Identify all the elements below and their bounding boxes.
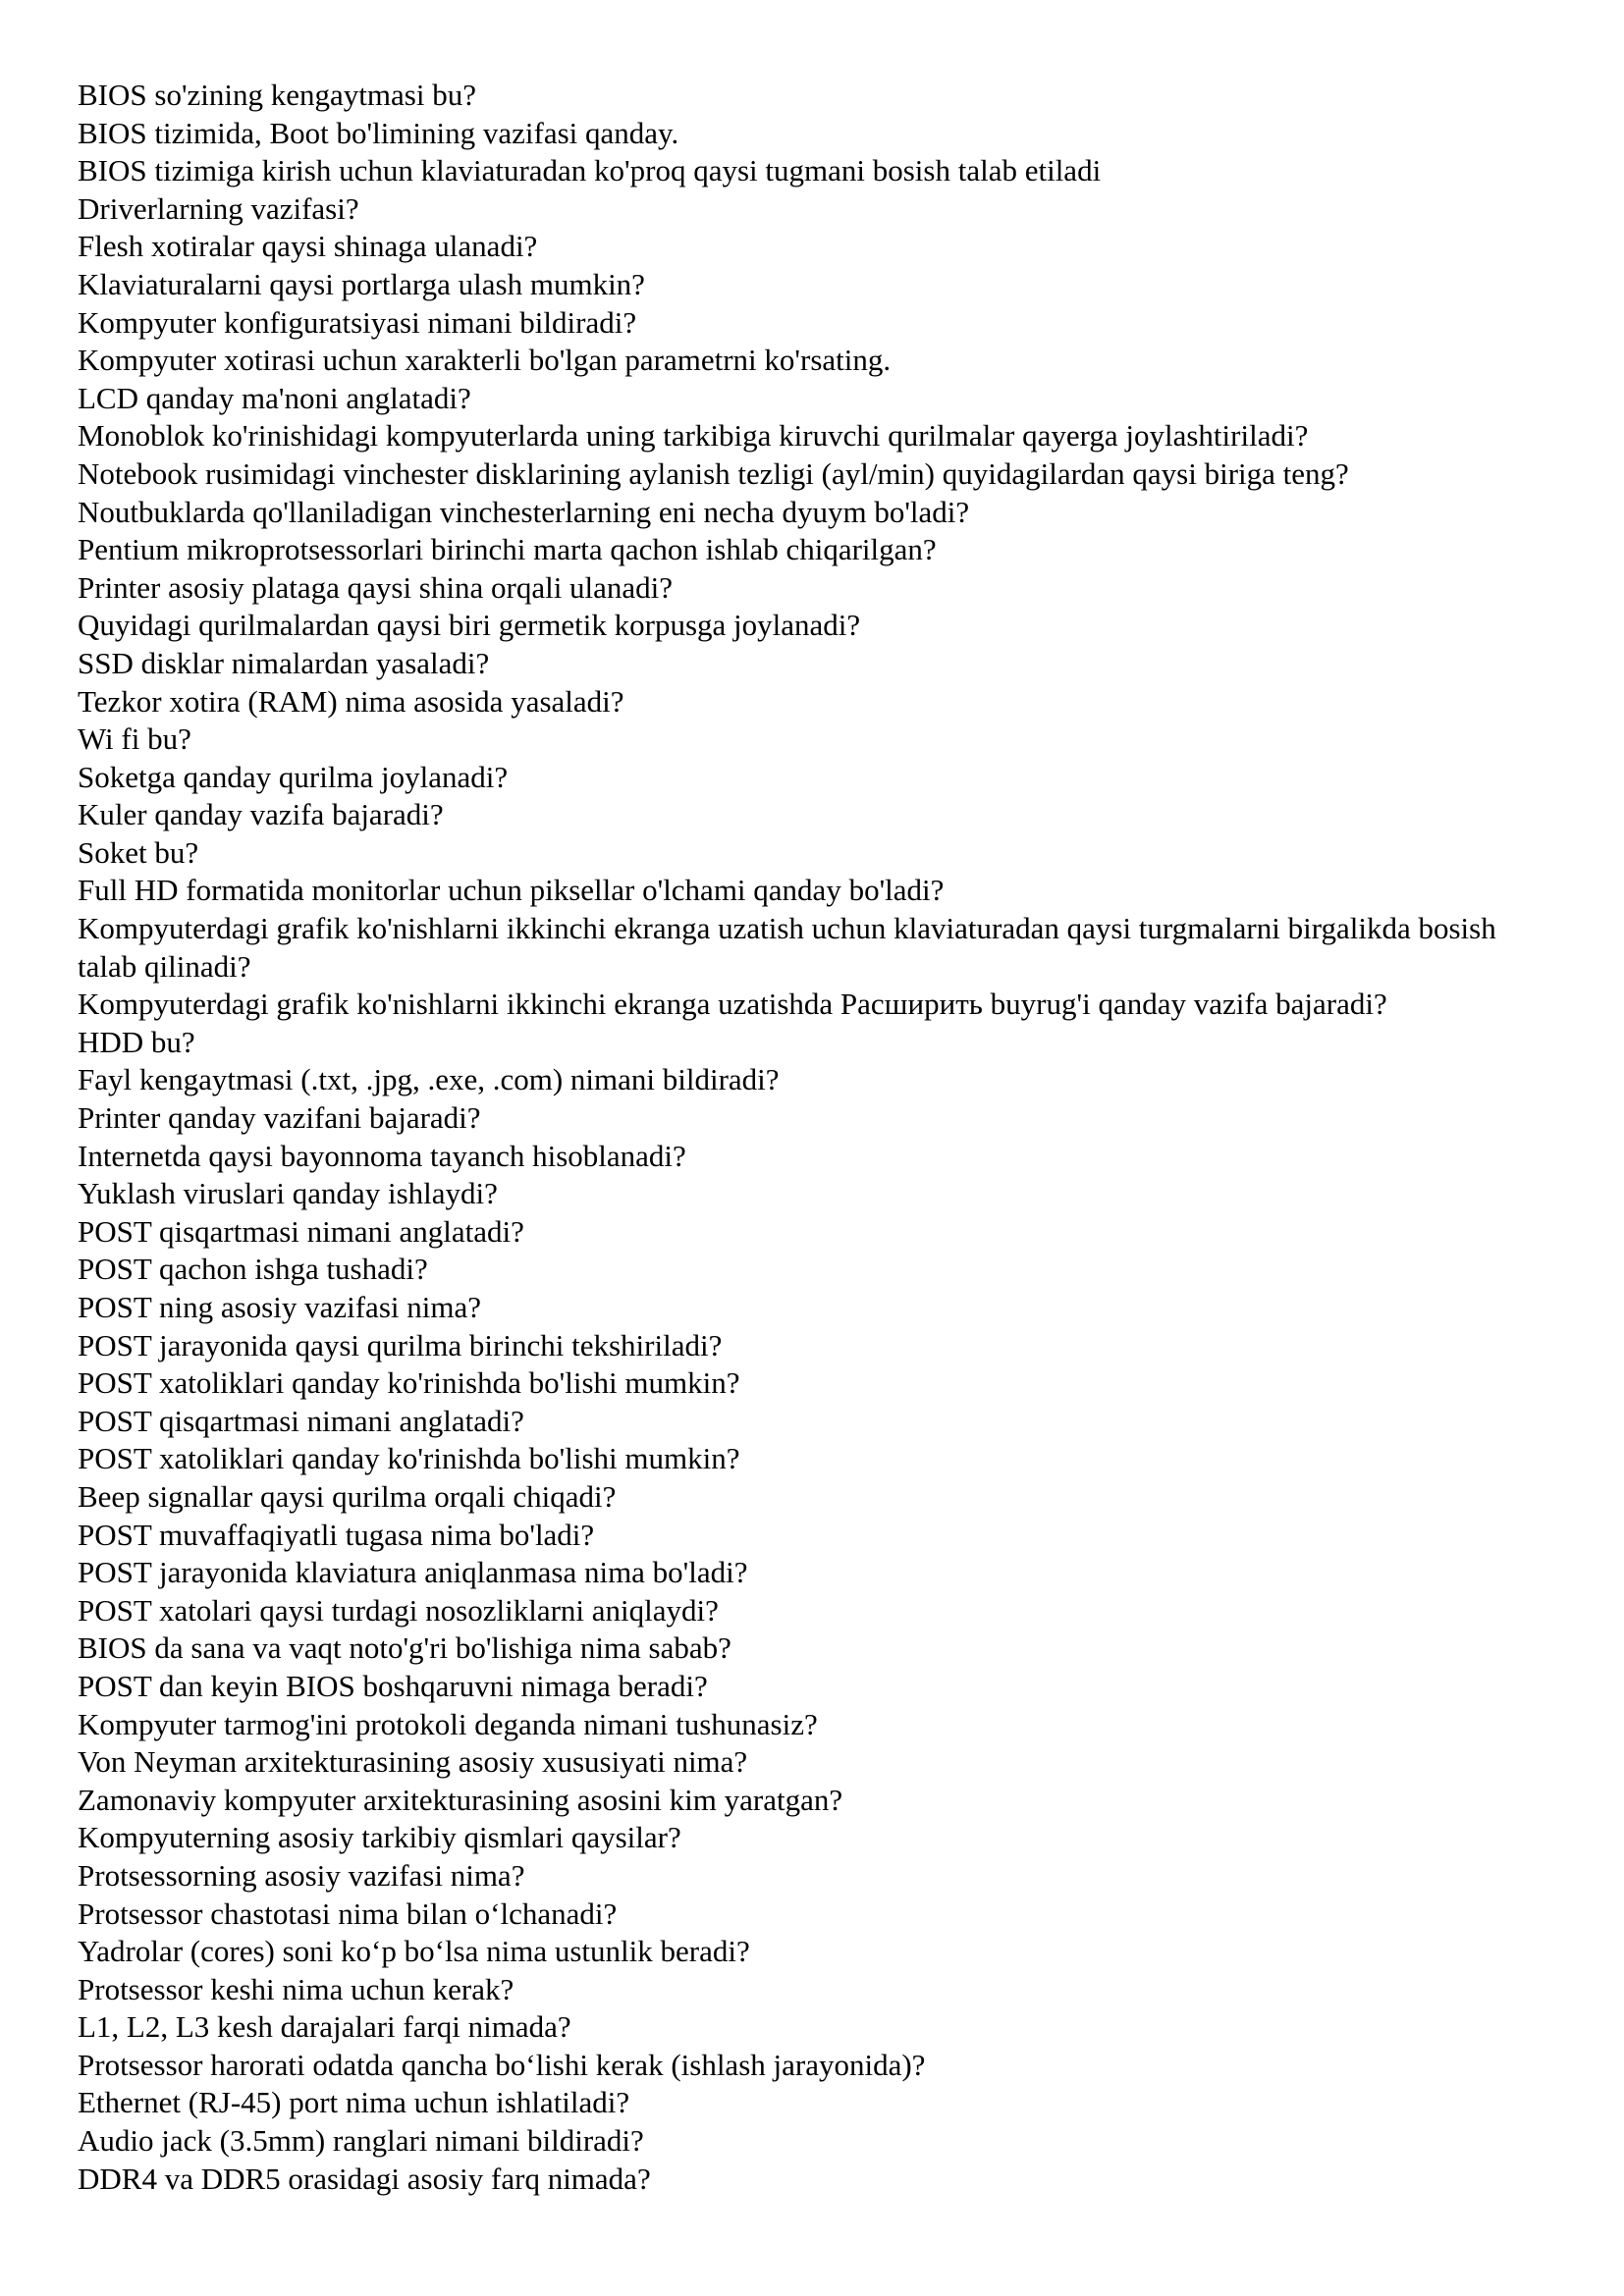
question-line: POST qachon ishga tushadi? bbox=[78, 1252, 428, 1287]
question-line: Flesh xotiralar qaysi shinaga ulanadi? bbox=[78, 229, 538, 264]
question-line: Kompyuterdagi grafik ko'nishlarni ikkinchi ekranga uzatishda Расширить buyrug'i qanday vazifa bajaradi? bbox=[78, 987, 1387, 1022]
question-line: Notebook rusimidagi vinchester disklarining aylanish tezligi (ayl/min) quyidagilardan qaysi biriga teng? bbox=[78, 455, 1349, 491]
question-line: POST jarayonida klaviatura aniqlanmasa nima bo'ladi? bbox=[78, 1555, 748, 1590]
question-line: Kompyuter tarmog'ini protokoli deganda nimani tushunasiz? bbox=[78, 1706, 818, 1741]
question-line: Soket bu? bbox=[78, 834, 199, 870]
question-line: Kompyuter xotirasi uchun xarakterli bo'lgan parametrni ko'rsating. bbox=[78, 343, 892, 378]
question-line: Kompyuter konfiguratsiyasi nimani bildiradi? bbox=[78, 304, 637, 340]
question-line: Protsessor keshi nima uchun kerak? bbox=[78, 1971, 514, 2006]
question-line: BIOS tizimida, Boot bo'limining vazifasi qanday. bbox=[78, 115, 679, 150]
question-line: SSD disklar nimalardan yasaladi? bbox=[78, 645, 490, 680]
question-line: Printer qanday vazifani bajaradi? bbox=[78, 1100, 481, 1136]
question-line: Yuklash viruslari qanday ishlaydi? bbox=[78, 1176, 498, 1211]
question-line: Noutbuklarda qo'llaniladigan vinchesterlarning eni necha dyuym bo'ladi? bbox=[78, 494, 970, 529]
question-line: Ethernet (RJ-45) port nima uchun ishlatiladi? bbox=[78, 2085, 630, 2120]
question-line: Pentium mikroprotsessorlari birinchi marta qachon ishlab chiqarilgan? bbox=[78, 532, 937, 567]
question-list bbox=[78, 77, 1550, 2198]
question-line: Kompyuterdagi grafik ko'nishlarni ikkinchi ekranga uzatish uchun klaviaturadan qaysi turgmalarni birgalikda bosish talab qilinadi? bbox=[78, 911, 1496, 984]
question-line: Yadrolar (cores) soni ko‘p bo‘lsa nima ustunlik beradi? bbox=[78, 1934, 750, 1969]
question-line: POST qisqartmasi nimani anglatadi? bbox=[78, 1403, 524, 1438]
question-line: Soketga qanday qurilma joylanadi? bbox=[78, 759, 509, 794]
question-line: Protsessorning asosiy vazifasi nima? bbox=[78, 1857, 525, 1893]
question-line: POST qisqartmasi nimani anglatadi? bbox=[78, 1213, 524, 1249]
question-line: Protsessor harorati odatda qancha bo‘lishi kerak (ishlash jarayonida)? bbox=[78, 2047, 926, 2082]
question-line: Wi fi bu? bbox=[78, 721, 191, 757]
question-line: Quyidagi qurilmalardan qaysi biri germetik korpusga joylanadi? bbox=[78, 608, 861, 643]
question-line: POST xatolari qaysi turdagi nosozliklarni aniqlaydi? bbox=[78, 1592, 719, 1628]
question-line: POST xatoliklari qanday ko'rinishda bo'lishi mumkin? bbox=[78, 1365, 740, 1401]
question-line: POST xatoliklari qanday ko'rinishda bo'lishi mumkin? bbox=[78, 1441, 740, 1476]
question-line: HDD bu? bbox=[78, 1024, 195, 1059]
question-line: Zamonaviy kompyuter arxitekturasining asosini kim yaratgan? bbox=[78, 1782, 843, 1817]
question-line: Full HD formatida monitorlar uchun piksellar o'lchami qanday bo'ladi? bbox=[78, 873, 945, 908]
question-line: Audio jack (3.5mm) ranglari nimani bildiradi? bbox=[78, 2123, 644, 2159]
question-line: POST ning asosiy vazifasi nima? bbox=[78, 1290, 481, 1324]
question-line: POST jarayonida qaysi qurilma birinchi tekshiriladi? bbox=[78, 1327, 723, 1362]
question-line: L1, L2, L3 kesh darajalari farqi nimada? bbox=[78, 2009, 571, 2045]
question-line: BIOS tizimiga kirish uchun klaviaturadan ko'proq qaysi tugmani bosish talab etiladi bbox=[78, 153, 1102, 188]
question-line: Beep signallar qaysi qurilma orqali chiqadi? bbox=[78, 1478, 617, 1514]
question-line: Internetda qaysi bayonnoma tayanch hisoblanadi? bbox=[78, 1138, 686, 1173]
question-line: Fayl kengaytmasi (.txt, .jpg, .exe, .com) nimani bildiradi? bbox=[78, 1062, 780, 1097]
question-line: BIOS so'zining kengaytmasi bu? bbox=[78, 78, 476, 112]
question-line: Kompyuterning asosiy tarkibiy qismlari qaysilar? bbox=[78, 1820, 681, 1855]
question-line: Protsessor chastotasi nima bilan o‘lchanadi? bbox=[78, 1896, 618, 1931]
question-line: Klaviaturalarni qaysi portlarga ulash mumkin? bbox=[78, 266, 645, 301]
question-line: Monoblok ko'rinishidagi kompyuterlarda uning tarkibiga kiruvchi qurilmalar qayerga joylashtiriladi? bbox=[78, 418, 1309, 454]
question-line: Driverlarning vazifasi? bbox=[78, 190, 359, 226]
question-line: DDR4 va DDR5 orasidagi asosiy farq nimada? bbox=[78, 2161, 651, 2196]
question-line: BIOS da sana va vaqt noto'g'ri bo'lishiga nima sabab? bbox=[78, 1630, 731, 1666]
question-line: Kuler qanday vazifa bajaradi? bbox=[78, 797, 444, 832]
question-line: LCD qanday ma'noni anglatadi? bbox=[78, 380, 471, 415]
question-line: Printer asosiy plataga qaysi shina orqali ulanadi? bbox=[78, 569, 674, 605]
question-line: Tezkor xotira (RAM) nima asosida yasaladi? bbox=[78, 683, 624, 719]
question-line: POST dan keyin BIOS boshqaruvni nimaga beradi? bbox=[78, 1668, 708, 1703]
question-line: Von Neyman arxitekturasining asosiy xususiyati nima? bbox=[78, 1744, 748, 1780]
question-line: POST muvaffaqiyatli tugasa nima bo'ladi? bbox=[78, 1517, 595, 1552]
